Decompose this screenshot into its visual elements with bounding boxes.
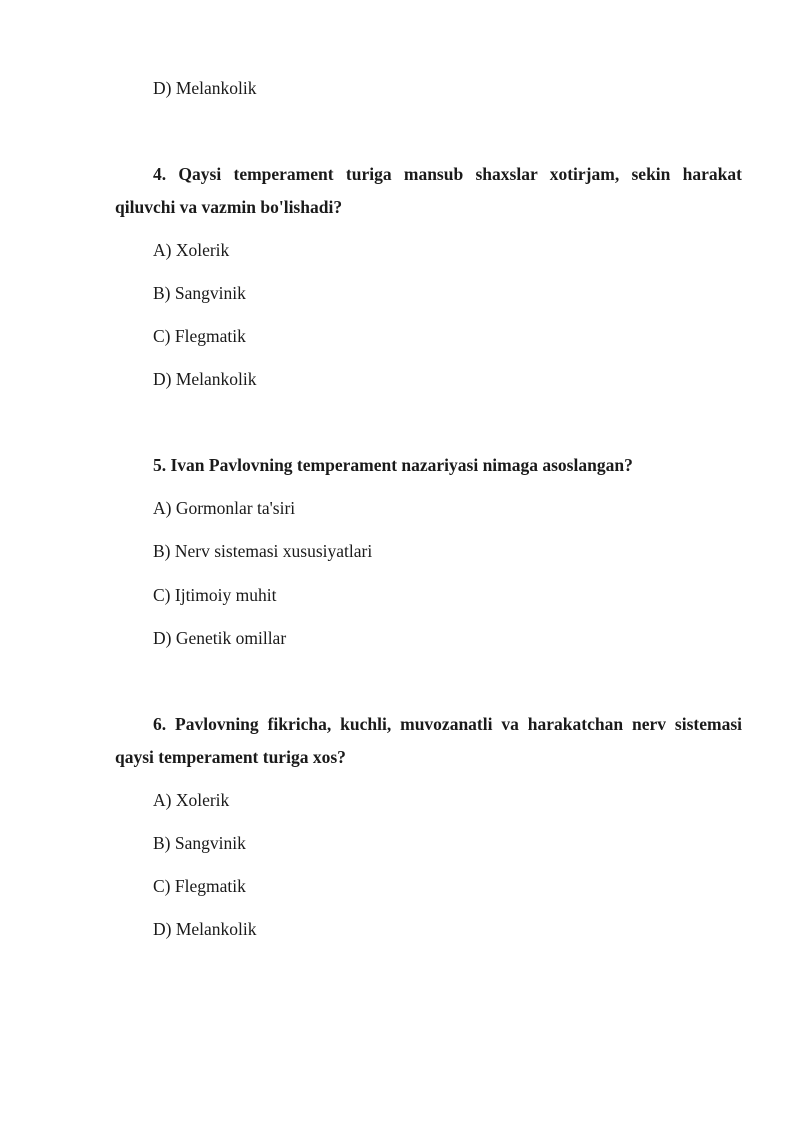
- question-6-text-line-1: 6. Pavlovning fikricha, kuchli, muvozanatli va harakatchan nerv sistemasi: [153, 714, 742, 734]
- question-5-text-line-1: 5. Ivan Pavlovning temperament nazariyasi nimaga asoslangan?: [153, 455, 633, 475]
- question-6-text-line-2: qaysi temperament turiga xos?: [115, 747, 346, 767]
- question-4-text-line-2: qiluvchi va vazmin bo'lishadi?: [115, 197, 343, 217]
- question-6: [115, 708, 742, 774]
- question-6-option-c: C) Flegmatik: [153, 876, 246, 896]
- question-5-option-a: A) Gormonlar ta'siri: [153, 498, 296, 518]
- prev-question-option-d: D) Melankolik: [153, 78, 257, 98]
- question-5: [115, 449, 742, 482]
- question-4-option-a: A) Xolerik: [153, 240, 230, 260]
- question-4-option-c: C) Flegmatik: [153, 326, 246, 346]
- question-5-option-b: B) Nerv sistemasi xususiyatlari: [153, 541, 373, 561]
- question-6-option-d: D) Melankolik: [153, 919, 257, 939]
- question-5-option-c: C) Ijtimoiy muhit: [153, 585, 277, 605]
- question-4-option-b: B) Sangvinik: [153, 283, 246, 303]
- question-4-option-d: D) Melankolik: [153, 369, 257, 389]
- question-6-option-a: A) Xolerik: [153, 790, 230, 810]
- question-4-text-line-1: 4. Qaysi temperament turiga mansub shaxslar xotirjam, sekin harakat: [153, 164, 742, 184]
- question-5-option-d: D) Genetik omillar: [153, 628, 287, 648]
- question-6-option-b: B) Sangvinik: [153, 833, 246, 853]
- question-4: [115, 158, 742, 224]
